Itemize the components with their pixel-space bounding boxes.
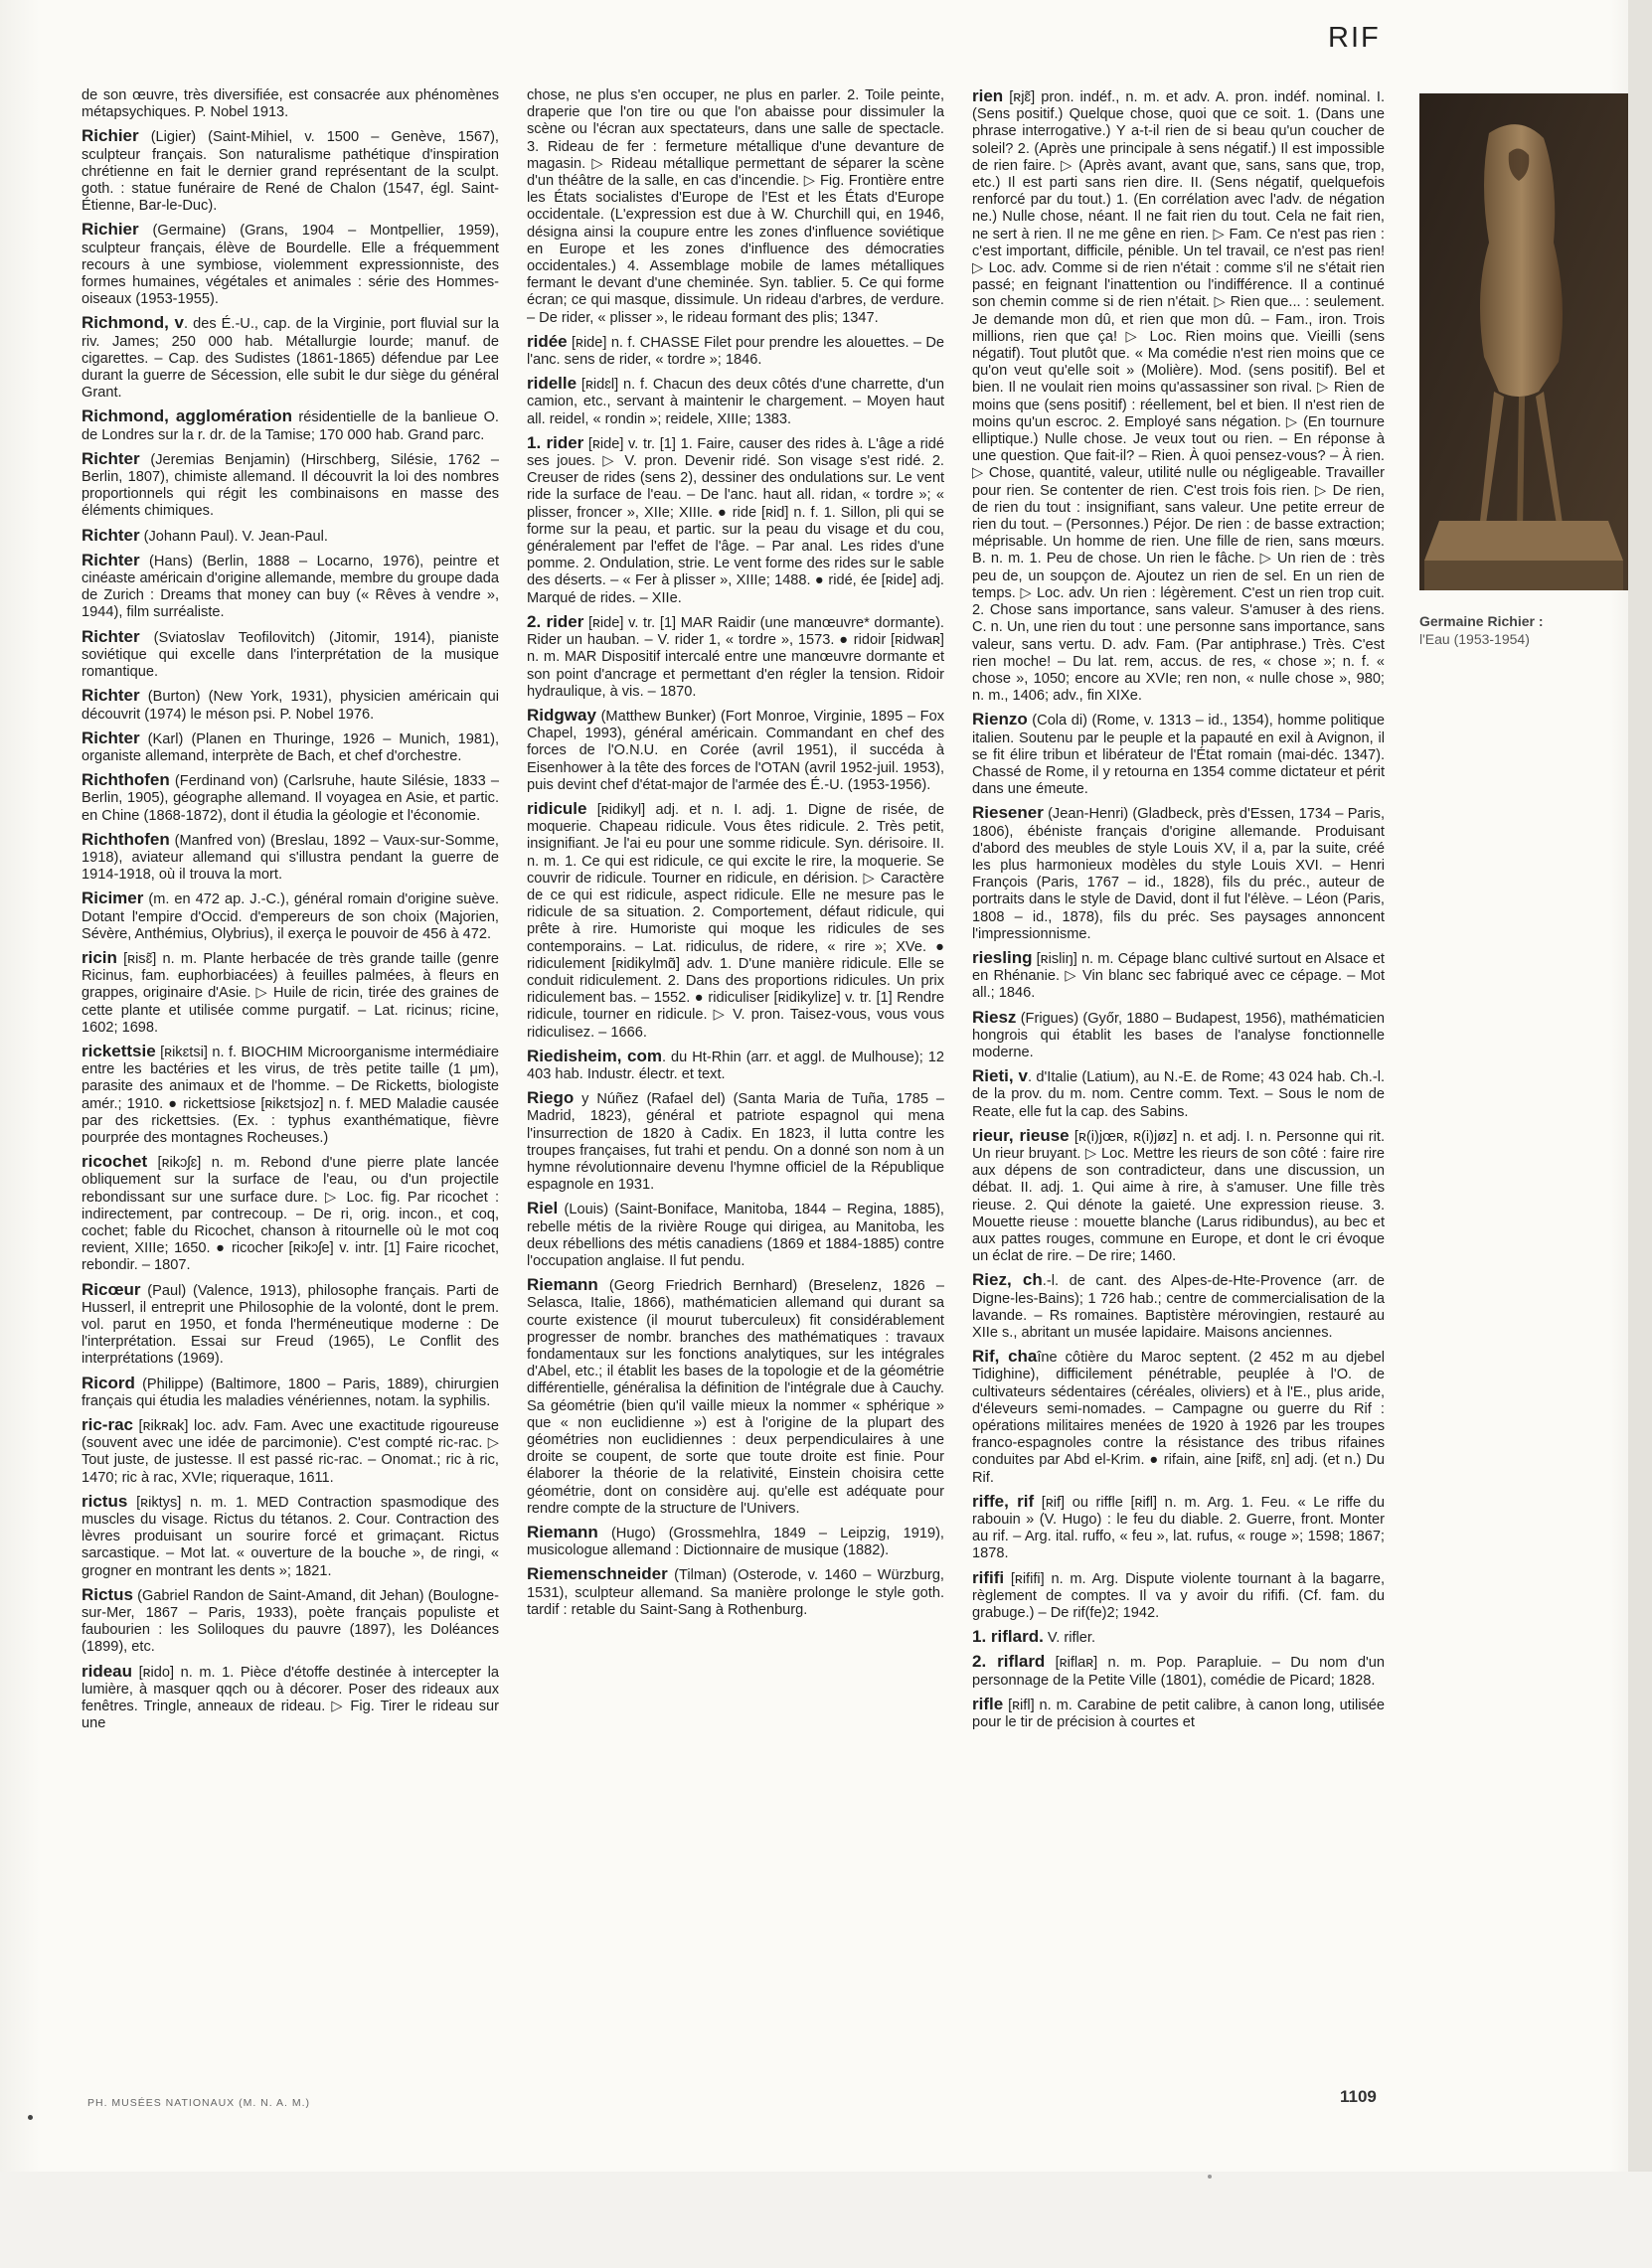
dictionary-entry: Riemenschneider (Tilman) (Osterode, v. 1460 – Würzburg, 1531), sculpteur allemand. Sa manière prolonge le style goth. tardif : retable du Saint-Sang à Rothenburg. [527, 1564, 944, 1618]
dictionary-entry: Ridgway (Matthew Bunker) (Fort Monroe, Virginie, 1895 – Fox Chapel, 1993), général américain. Commandant en chef des forces de l'O.N.U. en Corée (avril 1951), il succéda à Eisenhower à la tête des forces de l'OTAN (avril 1952-juil. 1953), puis devint chef d'état-major de l'armée des É.-U. (1953-1956). [527, 705, 944, 793]
entry-headword: Richter [82, 728, 140, 747]
text-column-3 [972, 87, 1385, 1737]
entry-headword: ric-rac [82, 1415, 133, 1435]
entry-headword: rickettsie [82, 1041, 156, 1060]
entry-headword: Rieti, v [972, 1066, 1028, 1086]
dictionary-entry: rieur, rieuse [ʀ(i)jœʀ, ʀ(i)jøz] n. et adj. I. n. Personne qui rit. Un rieur bruyant. ▷ Loc. Mettre les rieurs de son côté : faire rire aux dépens de son contradicteur, dans une discussion, un débat. II. adj. 1. Qui aime à rire, à s'amuser. Une fille très rieuse. 2. Qui dénote la gaieté. Une expression rieuse. 3. Mouette rieuse : mouette blanche (Larus ridibundus), au bec et aux pattes rouges, commune en Europe, et dont le cri évoque un éclat de rire. – De rire; 1460. [972, 1125, 1386, 1265]
entry-headword: ridée [527, 331, 568, 351]
dictionary-entry: riffe, rif [ʀif] ou riffle [ʀifl] n. m. Arg. 1. Feu. « Le riffe du rabouin » (V. Hugo) : le feu du diable. 2. Guerre, front. Monter au rif. – Arg. ital. ruffo, « feu », lat. rufus, « rouge »; 1598; 1867; 1878. [972, 1491, 1386, 1562]
entry-headword: 2. rider [527, 611, 584, 631]
dictionary-entry: Rieti, v. d'Italie (Latium), au N.-E. de Rome; 43 024 hab. Ch.-l. de la prov. du m. nom. Centre comm. Text. – Sous le nom de Reate, elle fut la cap. des Sabins. [972, 1066, 1385, 1120]
dictionary-entry: Richter (Hans) (Berlin, 1888 – Locarno, 1976), peintre et cinéaste américain d'origine allemande, membre du groupe dada de Zurich : Dreams that money can buy (« Rêves à vendre », 1944), film surréaliste. [82, 550, 499, 621]
dictionary-entry: Ricimer (m. en 472 ap. J.-C.), général romain d'origine suève. Dotant l'empire d'Occid. d'empereurs de son choix (Majorien, Sévère, Anthémius, Olybrius), il exerça le pouvoir de 456 à 472. [82, 889, 499, 942]
entry-headword: Ricœur [82, 1279, 141, 1299]
page-edge-bottom [0, 2172, 1652, 2268]
dictionary-entry: Rif, chaîne côtière du Maroc septent. (2 452 m au djebel Tidighine), difficilement pénétrable, peuplée à l'O. de cultivateurs sédentaires (céréales, oliviers) et à l'E., plus aride, d'éleveurs semi-nomades. – Campagne ou guerre du Rif : opérations militaires menées de 1920 à 1926 par les troupes franco-espagnoles contre la résistance des tribus rifaines conduites par Abd el-Krim. ● rifain, aine [ʀifɛ̃, ɛn] adj. (et n.) Du Rif. [972, 1347, 1386, 1486]
entry-headword: 2. riflard [972, 1652, 1046, 1672]
dictionary-entry: Richier (Ligier) (Saint-Mihiel, v. 1500 – Genève, 1567), sculpteur français. Son naturalisme pathétique d'inspiration chrétienne en fait le dernier grand représentant de la sculpt. goth. : statue funéraire de René de Chalon (1547, égl. Saint-Étienne, Bar-le-Duc). [82, 126, 499, 215]
dictionary-entry: rifle [ʀifl] n. m. Carabine de petit calibre, à canon long, utilisée pour le tir de précision à courtes et [972, 1694, 1385, 1731]
dictionary-entry: Richter (Johann Paul). V. Jean-Paul. [82, 525, 328, 545]
entry-headword: Riemann [527, 1275, 598, 1295]
entry-headword: rififi [972, 1567, 1005, 1587]
entry-headword: Riel [527, 1199, 559, 1218]
dictionary-entry: Richmond, v. des É.-U., cap. de la Virginie, port fluvial sur la riv. James; 250 000 hab. Métallurgie lourde; manuf. de cigarettes. – Cap. des Sudistes (1861-1865) défendue par Lee durant la guerre de Sécession, elle subit le dur siège du général Grant. [82, 313, 499, 402]
entry-headword: ridelle [527, 374, 578, 394]
dictionary-entry: ricochet [ʀikɔʃɛ] n. m. Rebond d'une pierre plate lancée obliquement sur la surface de l'eau, ou d'un projectile rebondissant sur une surface dure. ▷ Loc. fig. Par ricochet : indirectement, par contrecoup. – De ri, orig. incon., et coq, cochet; fable du Ricochet, chanson à ritournelle où le mot coq revient, XIIIe; 1650. ● ricocher [ʀikɔʃe] v. intr. [1] Faire ricochet, rebondir. – 1807. [82, 1152, 499, 1274]
entry-headword: Richter [82, 448, 140, 468]
entry-headword: Richier [82, 220, 139, 240]
dictionary-entry: ricin [ʀisɛ̃] n. m. Plante herbacée de très grande taille (genre Ricinus, fam. euphorbiacées) à feuilles palmées, à fleurs en grappes, originaire d'Asie. ▷ Huile de ricin, tirée des graines de cette plante et utilisée comme purgatif. – Lat. ricinus; ricine, 1602; 1698. [82, 947, 499, 1036]
punch-mark [28, 2115, 33, 2120]
photo-credit: PH. MUSÉES NATIONAUX (M. N. A. M.) [87, 2097, 310, 2109]
entry-headword: rieur, rieuse [972, 1125, 1070, 1145]
dictionary-entry: 2. riflard [ʀiflaʀ] n. m. Pop. Parapluie. – Du nom d'un personnage de la Petite Ville (1801), comédie de Picard; 1828. [972, 1652, 1385, 1689]
dictionary-entry: Ricœur (Paul) (Valence, 1913), philosophe français. Parti de Husserl, il entreprit une Philosophie de la volonté, dont le prem. vol. parut en 1950, et fonda l'herméneutique moderne : De l'interprétation. Essai sur Freud (1965), Le Conflit des interprétations (1969). [82, 1279, 499, 1368]
entry-headword: ricochet [82, 1152, 148, 1172]
entry-headword: Ricimer [82, 889, 144, 908]
dictionary-entry: rickettsie [ʀikɛtsi] n. f. BIOCHIM Microorganisme intermédiaire entre les bactéries et les virus, de très petite taille (1 μm), parasite des animaux et de l'homme. – De Ricketts, biologiste amér.; 1910. ● rickettsiose [ʀikɛtsjoz] n. f. MED Maladie causée par des rickettsies. (Ex. : typhus exanthématique, fièvre pourprée des montagnes Rocheuses.) [82, 1041, 499, 1146]
dictionary-entry: Riesener (Jean-Henri) (Gladbeck, près d'Essen, 1734 – Paris, 1806), ébéniste français d'origine allemande. Produisant d'abord des meubles de style Louis XV, il a, par la suite, créé les plus harmonieux modèles du style Louis XVI. – Henri François (Paris, 1767 – id., 1828), fils du préc., auteur de portraits dans le style de David, dont il fut l'élève. – Léon (Paris, 1808 – id., 1878), fils du préc. Ses paysages annoncent l'impressionnisme. [972, 803, 1385, 942]
dictionary-entry: Riego y Núñez (Rafael del) (Santa Maria de Tuña, 1785 – Madrid, 1823), général et patriote espagnol qui mena l'insurrection de 1820 à Cadix. En 1823, il lutta contre les troupes françaises, fut trahi et pendu. On a donné son nom à un hymne révolutionnaire devenu l'hymne officiel de la République espagnole en 1931. [527, 1088, 944, 1194]
caption-artist: Germaine Richier : [1419, 613, 1544, 629]
entry-headword: Riez, ch [972, 1270, 1043, 1290]
sculpture-illustration [1419, 93, 1628, 590]
dictionary-entry: rideau [ʀido] n. m. 1. Pièce d'étoffe destinée à intercepter la lumière, à masquer qqch ou à décorer. Poser des rideaux aux fenêtres. Tringle, anneaux de rideau. ▷ Fig. Tirer le rideau sur une [82, 1661, 499, 1732]
entry-headword: Richmond, v [82, 313, 184, 333]
dictionary-entry: Richter (Burton) (New York, 1931), physicien américain qui découvrit (1974) le méson psi. P. Nobel 1976. [82, 686, 499, 723]
dictionary-entry: Richthofen (Ferdinand von) (Carlsruhe, haute Silésie, 1833 – Berlin, 1905), géographe allemand. Il voyagea en Asie, et partic. en Chine (1868-1872), dont il étudia la géologie et l'économie. [82, 770, 499, 824]
dictionary-entry: Ricord (Philippe) (Baltimore, 1800 – Paris, 1889), chirurgien français qui étudia les maladies vénériennes, notam. la syphilis. [82, 1373, 499, 1409]
dictionary-entry: Riesz (Frigues) (Győr, 1880 – Budapest, 1956), mathématicien hongrois qui établit les bases de l'analyse fonctionnelle moderne. [972, 1007, 1385, 1060]
dictionary-entry: Riez, ch.-l. de cant. des Alpes-de-Hte-Provence (arr. de Digne-les-Bains); 1 726 hab.; centre de commercialisation de la lavande. – Rs romaines. Baptistère mérovingien, restauré au XIIe s., abritant un musée lapidaire. Maisons anciennes. [972, 1270, 1385, 1342]
dictionary-entry: Richier (Germaine) (Grans, 1904 – Montpellier, 1959), sculpteur français, élève de Bourdelle. Elle a fréquemment recours à une symbiose, violemment expressionniste, des formes humaines, végétales et animales : série des Hommes-oiseaux (1953-1955). [82, 220, 499, 308]
entry-headword: rictus [82, 1491, 128, 1511]
page-speck [1208, 2175, 1212, 2179]
entry-headword: Richthofen [82, 829, 170, 849]
entry-headword: 1. rider [527, 432, 584, 452]
entry-headword: riesling [972, 947, 1033, 967]
figure-caption [1419, 612, 1618, 648]
dictionary-entry: riesling [ʀisliŋ] n. m. Cépage blanc cultivé surtout en Alsace et en Rhénanie. ▷ Vin blanc sec fabriqué avec ce cépage. – Mot all.; 1846. [972, 947, 1385, 1002]
entry-headword: 1. riflard. [972, 1627, 1044, 1647]
dictionary-entry: Richmond, agglomération résidentielle de la banlieue O. de Londres sur la r. dr. de la Tamise; 170 000 hab. Grand parc. [82, 406, 499, 443]
entry-headword: Riesz [972, 1007, 1017, 1027]
dictionary-entry: Riedisheim, com. du Ht-Rhin (arr. et aggl. de Mulhouse); 12 403 hab. Industr. électr. et text. [527, 1046, 944, 1082]
dictionary-entry: ridicule [ʀidikyl] adj. et n. I. adj. 1. Digne de risée, de moquerie. Chapeau ridicule. Vous êtes ridicule. 2. Très petit, insignifiant. Je l'ai eu pour une somme ridicule. Syn. dérisoire. II. n. m. 1. Ce qui est ridicule, ce qui excite le rire, la moquerie. Se couvrir de ridicule. Tourner en ridicule, en dérision. ▷ Caractère de ce qui est ridicule, aspect ridicule. Elle ne mesure pas le ridicule de sa situation. 2. Comportement, défaut ridicule, qui prête à rire. Humoriste qui moque les ridicules de ses contemporains. – Lat. ridiculus, de ridere, « rire »; XVe. ● ridiculement [ʀidikylmɑ̃] adv. 1. D'une manière ridicule. Elle se conduit ridiculement. 2. Dans des proportions ridicules. Un prix ridiculement bas. – 1552. ● ridiculiser [ʀidikylize] v. tr. [1] Rendre ridicule, tourner en ridicule. ▷ V. pron. Taisez-vous, vous vous ridiculisez. – 1666. [527, 798, 944, 1041]
entry-headword: riffe, rif [972, 1491, 1035, 1511]
dictionary-entry: chose, ne plus s'en occuper, ne plus en parler. 2. Toile peinte, draperie que l'on tire ou que l'on abaisse pour dissimuler la scène ou l'écran aux spectateurs, dans une salle de spectacle. 3. Rideau de fer : fermeture métallique d'une devanture de magasin. ▷ Rideau métallique permettant de séparer la scène d'un théâtre de la salle, en cas d'incendie. ▷ Fig. Frontière entre les États socialistes d'Europe de l'Est et les États d'Europe occidentale. (L'expression est due à W. Churchill qui, en 1946, désigna ainsi la coupure entre les zones d'influence soviétique en Europe et les zones d'influence des démocraties occidentales.) 4. Assemblage mobile de lames métalliques fermant le devant d'une cheminée. Syn. tablier. 5. Ce qui forme écran; ce qui masque, dissimule. Un rideau d'arbres, de verdure. – De rider, « plisser », le rideau formant des plis; 1347. [527, 87, 944, 326]
dictionary-entry: de son œuvre, très diversifiée, est consacrée aux phénomènes métapsychiques. P. Nobel 1913. [82, 87, 499, 121]
dictionary-entry: 1. riflard. V. rifler. [972, 1627, 1095, 1647]
sculpture-photo [1419, 93, 1628, 590]
dictionary-entry: Richter (Karl) (Planen en Thuringe, 1926 – Munich, 1981), organiste allemand, interprète de Bach, et chef d'orchestre. [82, 728, 499, 764]
dictionary-entry: ridelle [ʀidɛl] n. f. Chacun des deux côtés d'une charrette, d'un camion, etc., servant à maintenir le chargement. – Moyen haut all. reidel, « rondin »; reidele, XIIIe; 1383. [527, 374, 944, 427]
entry-headword: Ridgway [527, 705, 596, 725]
entry-headword: Rienzo [972, 710, 1028, 729]
dictionary-entry: rictus [ʀiktys] n. m. 1. MED Contraction spasmodique des muscles du visage. Rictus du tétanos. 2. Cour. Contraction des lèvres produisant un sourire forcé et grimaçant. Rictus sarcastique. – Mot lat. « ouverture de la bouche », de ringi, « grogner en montrant les dents »; 1821. [82, 1491, 499, 1579]
caption-work: l'Eau (1953-1954) [1419, 631, 1530, 647]
entry-headword: Riemann [527, 1523, 598, 1542]
entry-headword: Richter [82, 686, 140, 706]
dictionary-entry: Richter (Jeremias Benjamin) (Hirschberg, Silésie, 1762 – Berlin, 1807), chimiste allemand. Il découvrit la loi des nombres proportionnels qui régit les combinaisons en masse des éléments chimiques. [82, 448, 499, 520]
entry-headword: Riedisheim, com [527, 1046, 663, 1065]
entry-headword: Riego [527, 1088, 575, 1108]
entry-headword: Riesener [972, 803, 1044, 823]
dictionary-entry: Riemann (Georg Friedrich Bernhard) (Breselenz, 1826 – Selasca, Italie, 1866), mathématicien allemand qui durant sa courte existence (il mourut tuberculeux) fit considérablement progresser de nombr. branches des mathématiques : travaux fondamentaux sur les fonctions analytiques, sur les intégrales d'Abel, etc.; il établit les bases de la topologie et de la géométrie différentielle, généralisa la définition de l'intégrale due à Cauchy. Sa géométrie (bien qu'il vaille mieux la nommer « sphérique » que « non euclidienne ») est à l'origine de la plupart des géométries non euclidiennes : deux perpendiculaires à une droite se coupent, de sorte que toute droite est finie. Pour élaborer la théorie de la relativité, Einstein choisira cette géométrie, dont on considère auj. qu'elle est adéquate pour rendre compte de la structure de l'Univers. [527, 1275, 944, 1517]
entry-headword: Ricord [82, 1373, 135, 1392]
page-edge-right [1628, 0, 1652, 2268]
dictionary-entry: Rienzo (Cola di) (Rome, v. 1313 – id., 1354), homme politique italien. Soutenu par le peuple et la papauté en exil à Avignon, il se fit élire tribun et libérateur de l'État romain (mai-déc. 1347). Chassé de Rome, il y retourna en 1354 comme dictateur et périt dans une émeute. [972, 710, 1385, 798]
dictionary-entry: ridée [ʀide] n. f. CHASSE Filet pour prendre les alouettes. – De l'anc. sens de rider, « tordre »; 1846. [527, 331, 944, 369]
entry-headword: ridicule [527, 798, 587, 818]
dictionary-entry: rien [ʀjɛ̃] pron. indéf., n. m. et adv. A. pron. indéf. nominal. I. (Sens positif.) Quelque chose, quoi que ce soit. 1. (Dans une phrase interrogative.) Y a-t-il rien de si beau qu'un coucher de soleil? 2. (Après une principale à sens négatif.) Il est impossible de rien faire. ▷ (Après avant, avant que, sans, sans que, trop, etc.) Il est parti sans rien dire. II. (Sens négatif, quelquefois renforcé par du tout.) 1. (En corrélation avec l'adv. de négation ne.) Nulle chose, néant. Il ne fait rien du tout. Cela ne fait rien, ne sert à rien. Il ne me gêne en rien. ▷ Fam. Ce n'est pas rien : c'est important, difficile, pénible. Un tel travail, ce n'est pas rien! ▷ Loc. adv. Comme si de rien n'était : comme s'il ne s'était rien passé; en feignant l'inattention ou l'indifférence. Il a continué son chemin comme si de rien n'était. ▷ Rien que... : seulement. Je demande mon dû, et rien que mon dû. – Fam., iron. Trois millions, rien que ça! ▷ Loc. Rien moins que. Vieilli (sens négatif). Tout plutôt que. « Ma comédie n'est rien moins que ce qu'on veut qu'elle soit » (Molière). Mod. (sens positif). Bel et bien. Il ne voulait rien moins qu'assassiner son rival. ▷ Rien de moins que (sens positif) : réellement, bel et bien. Il n'est rien de moins qu'un escroc. 2. Employé sans négation. ▷ (En tournure elliptique.) Nulle chose. Je veux tout ou rien. – En réponse à une question. Que fait-il? – Rien. À quoi pensez-vous? – À rien. ▷ Chose, quantité, valeur, utilité nulle ou négligeable. Travailler pour rien. Se contenter de rien. C'est trois fois rien. ▷ De rien, de rien du tout : insignifiant, sans valeur. Une petite erreur de rien du tout. – (Personnes.) Péjor. De rien : de basse extraction; méprisable. Un homme de rien. Une fille de rien, sans mœurs. B. n. m. 1. Peu de chose. Un rien le fâche. ▷ Un rien de : très peu de, un soupçon de. Ajoutez un rien de sel. En un rien de temps. ▷ Loc. adv. Un rien : légèrement. C'est un rien trop cuit. 2. Chose sans importance, sans valeur. S'amuser à des riens. C. n. Un, une rien du tout : une personne sans importance, sans valeur, sans vertu. D. adv. Fam. (Par antiphrase.) Très. C'est rien moche! – Du lat. rem, accus. de res, « chose »; n. f. « chose », 1050; encore au XVIe; ren non, « nulle chose », 980; n. m., 1406; adv., fin XIXe. [972, 86, 1385, 705]
dictionary-entry: Richter (Sviatoslav Teofilovitch) (Jitomir, 1914), pianiste soviétique qui excelle dans l'interprétation de la musique romantique. [82, 626, 499, 681]
entry-headword: Riemenschneider [527, 1564, 668, 1584]
entry-headword: Richthofen [82, 770, 170, 790]
entry-headword: rifle [972, 1694, 1004, 1713]
dictionary-entry: rififi [ʀififi] n. m. Arg. Dispute violente tournant à la bagarre, règlement de comptes. Il va y avoir du rififi. (Cf. fam. du grabuge.) – De rif(fe)2; 1942. [972, 1567, 1385, 1622]
dictionary-entry: Riemann (Hugo) (Grossmehlra, 1849 – Leipzig, 1919), musicologue allemand : Dictionnaire de musique (1882). [527, 1523, 944, 1559]
text-column-2 [527, 87, 944, 1625]
text-column-1 [82, 87, 499, 1738]
entry-headword: rideau [82, 1661, 133, 1681]
entry-headword: Richter [82, 626, 140, 646]
page-number: 1109 [1340, 2087, 1377, 2106]
dictionary-entry: 1. rider [ʀide] v. tr. [1] 1. Faire, causer des rides à. L'âge a ridé ses joues. ▷ V. pron. Devenir ridé. Son visage s'est ridé. 2. Creuser de rides (sens 2), dessiner des ondulations sur. Le vent ride la surface de l'eau. – De l'anc. haut all. ridan, « tordre »; « plisser, froncer », XIIe; XIIIe. ● ride [ʀid] n. f. 1. Sillon, pli qui se forme sur la peau, et partic. sur la peau du visage et du cou, généralement par l'effet de l'âge. – Par anal. Les rides d'une pomme. 2. Ondulation, strie. Le vent forme des rides sur le sable des déserts. – « Fer à plisser », XIIIe; 1488. ● ridé, ée [ʀide] adj. Marqué de rides. – XIIe. [527, 432, 944, 606]
entry-headword: rien [972, 86, 1004, 105]
entry-headword: Richmond, agglomération [82, 406, 293, 426]
entry-headword: Richter [82, 525, 140, 545]
dictionary-entry: Rictus (Gabriel Randon de Saint-Amand, dit Jehan) (Boulogne-sur-Mer, 1867 – Paris, 1933), poète français populiste et faubourien : les Soliloques du pauvre (1897), les Doléances (1899), etc. [82, 1584, 499, 1656]
entry-headword: Rif, cha [972, 1347, 1038, 1367]
dictionary-entry: ric-rac [ʀikʀak] loc. adv. Fam. Avec une exactitude rigoureuse (souvent avec une idée de parcimonie). C'est compté ric-rac. ▷ Tout juste, de justesse. Il est passé ric-rac. – Onomat.; ric à ric, 1470; ric à rac, XVIe; riqueraque, 1611. [82, 1415, 499, 1486]
entry-headword: Rictus [82, 1584, 133, 1604]
dictionary-entry: Riel (Louis) (Saint-Boniface, Manitoba, 1844 – Regina, 1885), rebelle métis de la rivière Rouge qui dirigea, au Manitoba, les deux rébellions des métis canadiens (1869 et 1884-1885) contre l'occupation anglaise. Il fut pendu. [527, 1199, 944, 1269]
dictionary-entry: Richthofen (Manfred von) (Breslau, 1892 – Vaux-sur-Somme, 1918), aviateur allemand qui s'illustra pendant la guerre de 1914-1918, où il trouva la mort. [82, 829, 499, 884]
dictionary-entry: 2. rider [ʀide] v. tr. [1] MAR Raidir (une manœuvre* dormante). Rider un hauban. – V. rider 1, « tordre », 1573. ● ridoir [ʀidwaʀ] n. m. MAR Dispositif intercalé entre une manœuvre dormante et son point d'ancrage et permettant d'en régler la tension. Ridoir hydraulique, à vis. – 1870. [527, 611, 944, 700]
running-headword: RIF [1328, 22, 1381, 54]
entry-headword: Richter [82, 550, 140, 569]
entry-headword: Richier [82, 126, 139, 146]
entry-headword: ricin [82, 947, 117, 967]
